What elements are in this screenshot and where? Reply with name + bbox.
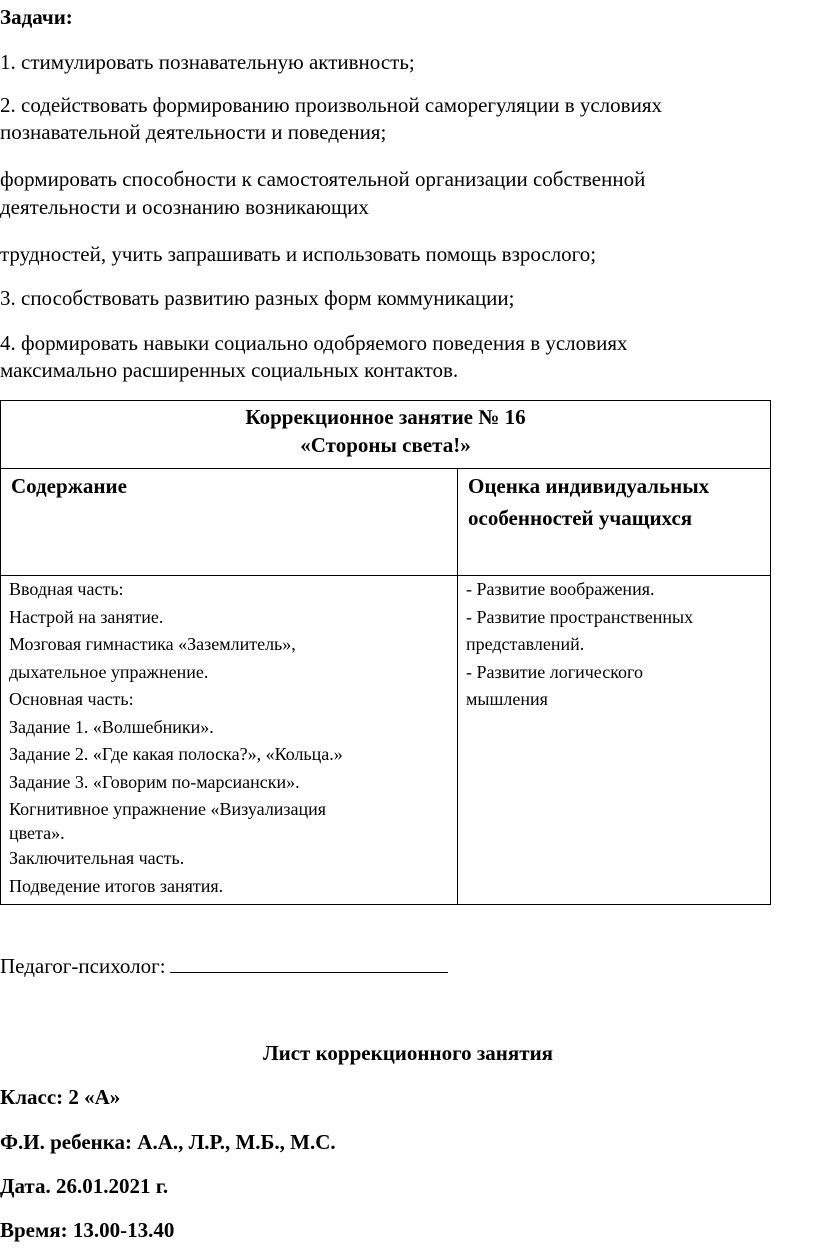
task-item-2b-line-1: формировать способности к самостоятельной организации собственной xyxy=(0,167,646,191)
content-item: Вводная часть: xyxy=(9,579,124,599)
task-item-4-line-2: максимально расширенных социальных контактов. xyxy=(0,358,459,382)
content-item: Задание 2. «Где какая полоска?», «Кольца.» xyxy=(9,744,343,764)
sheet-time: Время: 13.00-13.40 xyxy=(0,1218,175,1242)
signature-line xyxy=(170,952,448,973)
signature-label: Педагог-психолог: xyxy=(0,954,166,978)
lesson-subtitle: «Стороны света!» xyxy=(300,433,471,457)
content-item: Задание 1. «Волшебники». xyxy=(9,716,214,737)
task-item-2b-line-2: деятельности и осознанию возникающих xyxy=(0,195,369,219)
task-item-2-line-1: 2. содействовать формированию произвольной саморегуляции в условиях xyxy=(0,93,662,117)
signature-row xyxy=(0,952,448,980)
assessment-item: мышления xyxy=(466,689,548,709)
assessment-item: представлений. xyxy=(466,634,585,654)
content-item: Мозговая гимнастика «Заземлитель», xyxy=(9,634,296,654)
content-item: Заключительная часть. xyxy=(9,848,185,868)
lesson-title: Коррекционное занятие № 16 xyxy=(245,405,526,429)
task-item-2-line-2: познавательной деятельности и поведения; xyxy=(0,120,387,144)
content-item: Настрой на занятие. xyxy=(9,606,164,627)
content-item: Подведение итогов занятия. xyxy=(9,875,224,896)
assessment-cell xyxy=(458,576,771,905)
column-header-assessment xyxy=(458,469,771,576)
content-item: Когнитивное упражнение «Визуализация xyxy=(9,799,327,819)
sheet-date: Дата. 26.01.2021 г. xyxy=(0,1174,169,1198)
task-item-1: 1. стимулировать познавательную активность; xyxy=(0,50,415,74)
sheet-child-names: Ф.И. ребенка: А.А., Л.Р., М.Б., М.С. xyxy=(0,1130,336,1154)
lesson-table xyxy=(0,400,771,905)
task-item-3: 3. способствовать развитию разных форм коммуникации; xyxy=(0,286,515,310)
content-item: Основная часть: xyxy=(9,689,134,709)
sheet-title: Лист коррекционного занятия xyxy=(262,1041,554,1065)
column-header-assessment-line-1: Оценка индивидуальных xyxy=(468,474,710,498)
assessment-item: - Развитие пространственных xyxy=(466,606,694,627)
assessment-item: - Развитие воображения. xyxy=(466,579,655,599)
lesson-title-cell xyxy=(1,401,771,469)
content-item: Задание 3. «Говорим по-марсиански». xyxy=(9,771,300,792)
content-item: дыхательное упражнение. xyxy=(9,661,209,682)
content-item: цвета». xyxy=(9,823,65,843)
column-header-assessment-line-2: особенностей учащихся xyxy=(468,506,693,530)
tasks-heading: Задачи: xyxy=(0,5,73,29)
sheet-class: Класс: 2 «А» xyxy=(0,1085,121,1109)
column-header-content xyxy=(1,469,458,576)
task-item-4-line-1: 4. формировать навыки социально одобряемого поведения в условиях xyxy=(0,331,628,355)
task-item-2c: трудностей, учить запрашивать и использовать помощь взрослого; xyxy=(0,242,597,266)
content-cell xyxy=(1,576,458,905)
assessment-item: - Развитие логического xyxy=(466,661,643,682)
column-header-content-label: Содержание xyxy=(11,474,127,498)
